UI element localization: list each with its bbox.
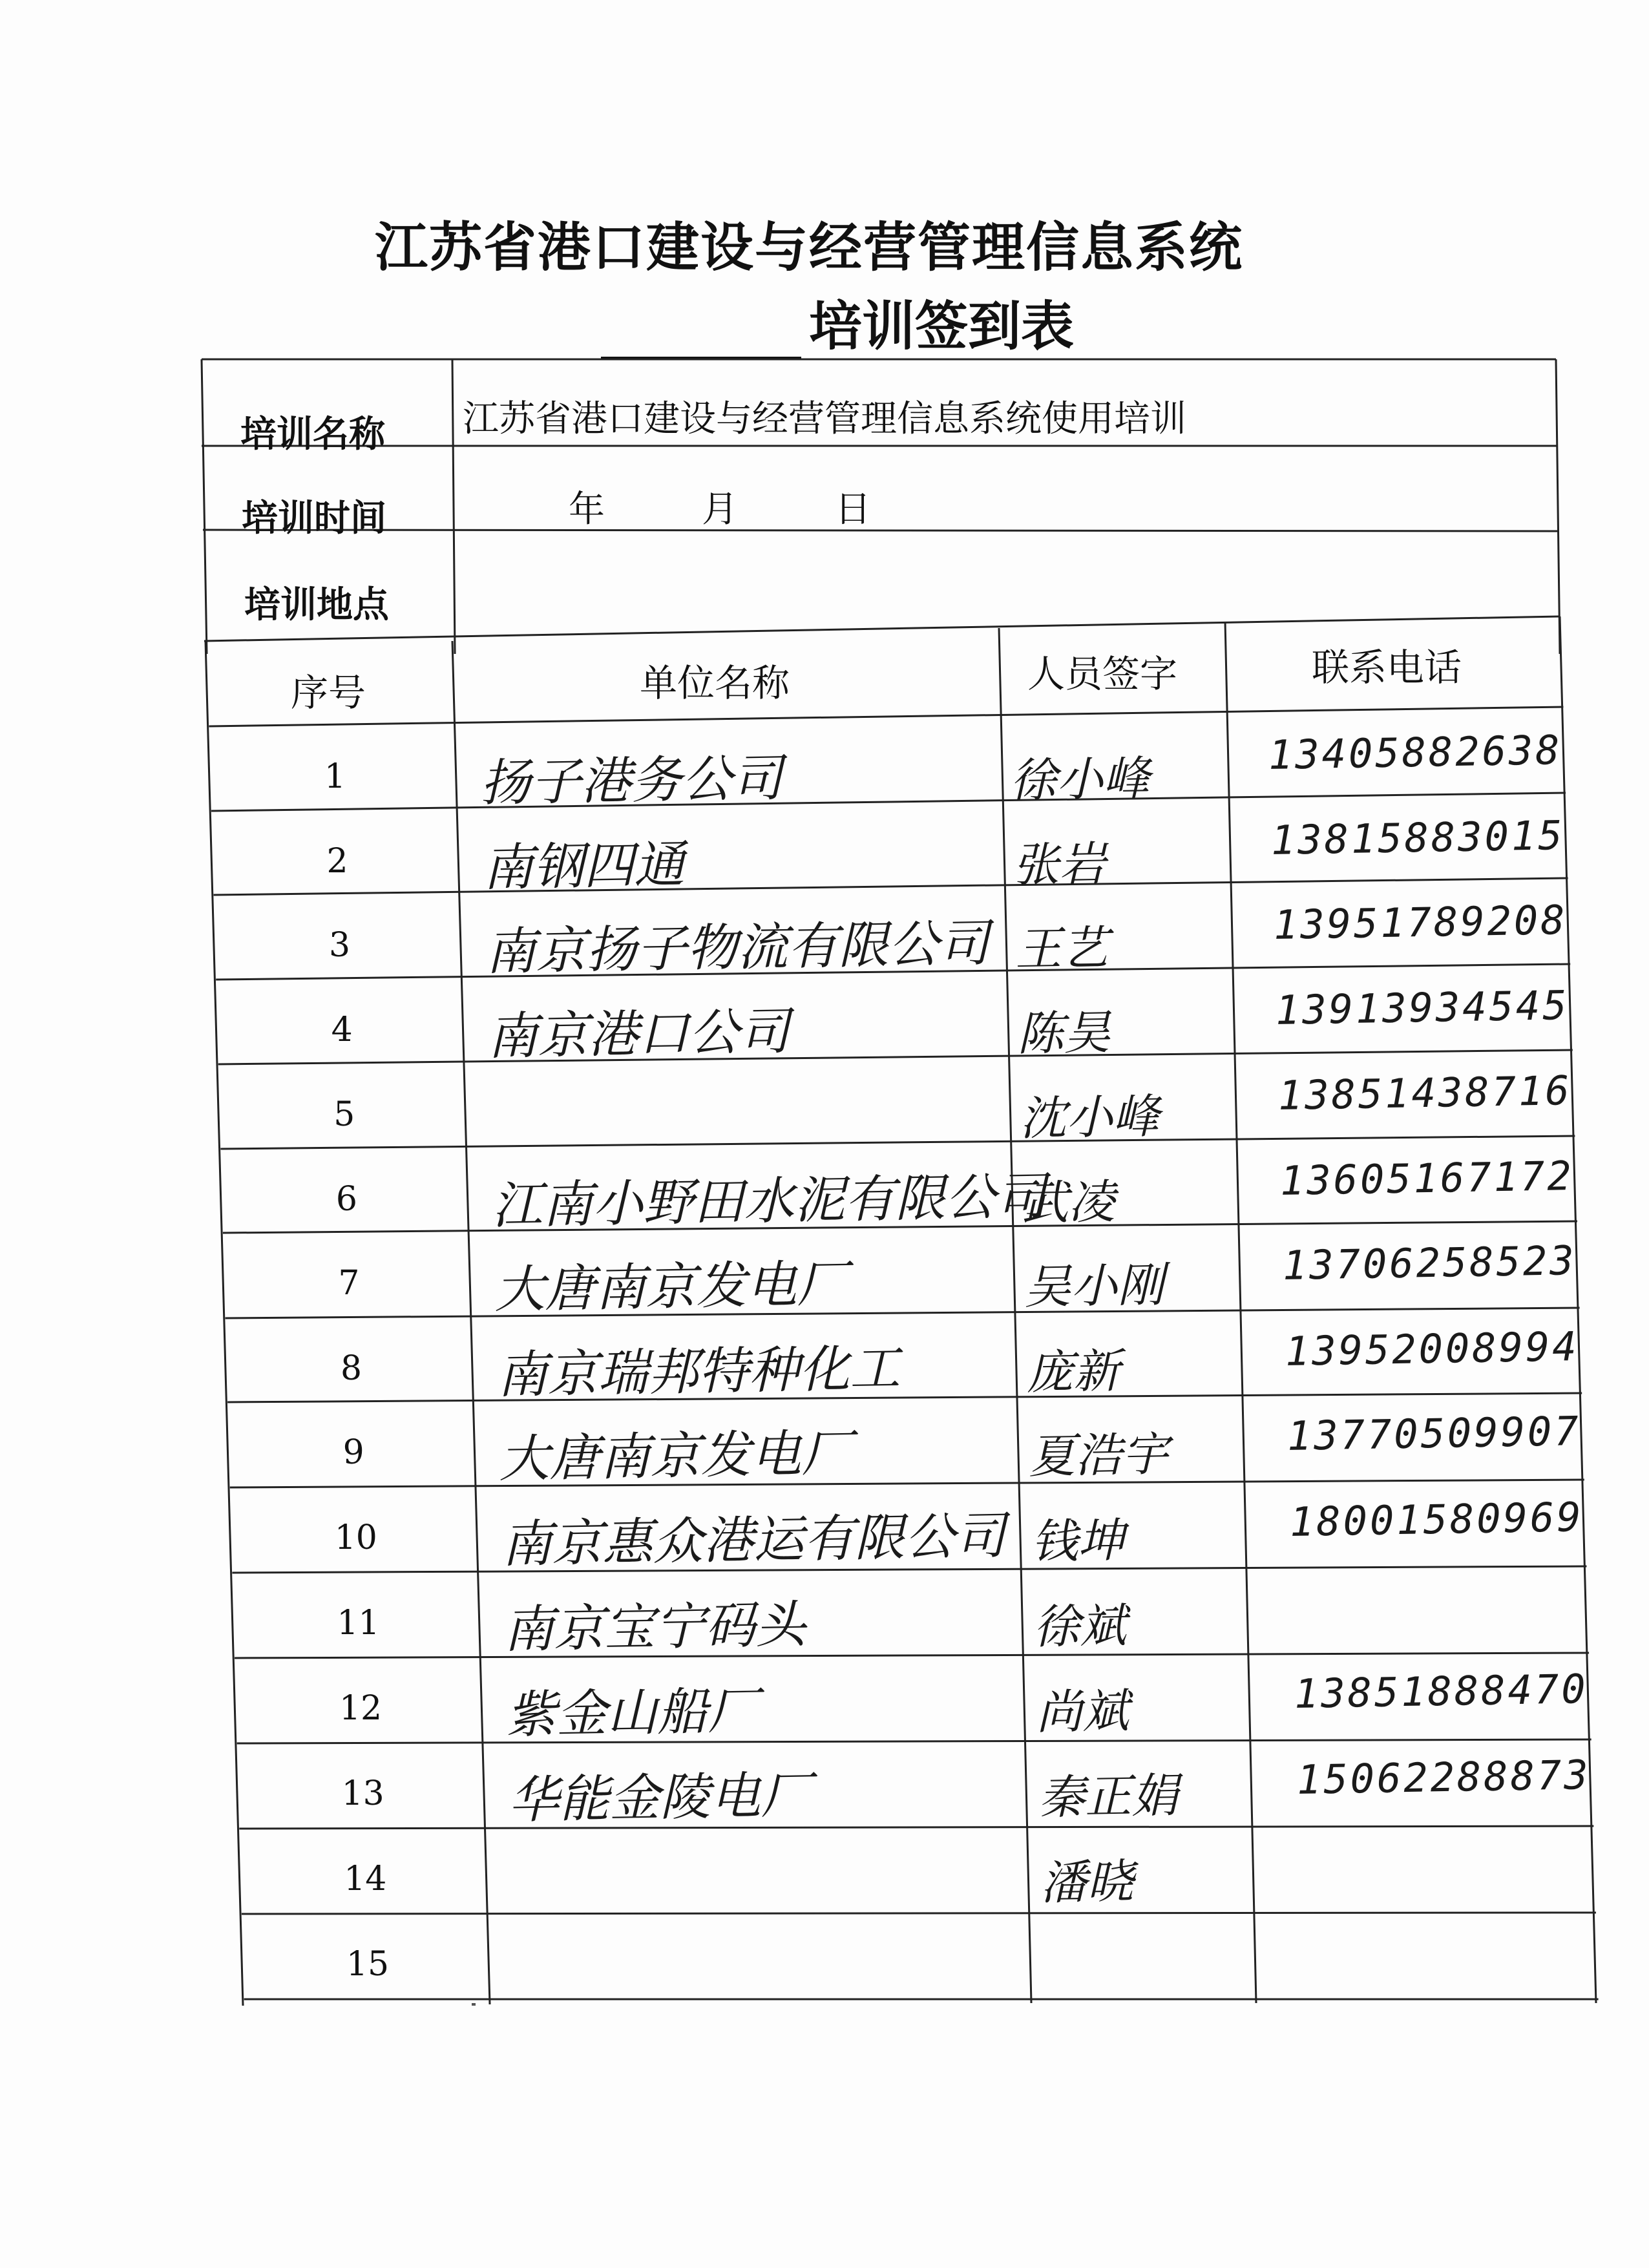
phone-cell[interactable]: 13851438716 xyxy=(1277,1067,1572,1119)
row-number: 6 xyxy=(335,1180,357,1219)
phone-cell[interactable]: 13815883015 xyxy=(1270,812,1566,864)
row-divider xyxy=(230,1480,1584,1487)
signature-cell[interactable]: 沈小峰 xyxy=(1019,1089,1160,1146)
row-divider xyxy=(211,793,1566,811)
unit-name-cell[interactable]: 大唐南京发电厂 xyxy=(498,1424,853,1489)
row-divider xyxy=(214,878,1568,895)
row-number: 7 xyxy=(338,1264,360,1303)
training-time-label: 培训时间 xyxy=(242,498,386,540)
phone-cell[interactable]: 15062288873 xyxy=(1296,1751,1591,1803)
row-number: 10 xyxy=(334,1518,377,1557)
unit-name-cell[interactable]: 南京瑞邦特种化工 xyxy=(496,1339,901,1405)
row-divider xyxy=(218,1050,1573,1064)
phone-cell[interactable]: 13913934545 xyxy=(1275,982,1570,1034)
row-divider xyxy=(226,1308,1580,1318)
document-title: 江苏省港口建设与经营管理信息系统 xyxy=(375,217,1244,278)
signature-cell[interactable]: 庞新 xyxy=(1025,1343,1120,1400)
row-number: 4 xyxy=(331,1011,353,1049)
row-divider xyxy=(242,1913,1596,1914)
training-name-label: 培训名称 xyxy=(240,414,385,456)
phone-cell[interactable]: 13851888470 xyxy=(1294,1665,1589,1717)
unit-name-cell[interactable]: 南京港口公司 xyxy=(487,1002,791,1066)
row-number: 12 xyxy=(339,1689,383,1728)
row-divider xyxy=(220,1136,1575,1149)
unit-name-cell[interactable]: 南京宝宁码头 xyxy=(503,1595,807,1659)
signature-cell[interactable]: 徐小峰 xyxy=(1009,751,1151,808)
unit-name-cell[interactable]: 南京扬子物流有限公司 xyxy=(484,914,990,982)
phone-cell[interactable]: 13605167172 xyxy=(1279,1152,1575,1204)
header-signature: 人员签字 xyxy=(1027,652,1178,696)
signature-cell[interactable]: 陈昊 xyxy=(1016,1005,1111,1061)
signature-cell[interactable]: 秦正娟 xyxy=(1038,1768,1179,1825)
row-number: 11 xyxy=(337,1604,380,1643)
day-unit: 日 xyxy=(835,488,871,530)
row-divider xyxy=(209,707,1563,726)
row-number: 14 xyxy=(344,1860,387,1898)
row-divider xyxy=(227,1393,1582,1402)
signature-cell[interactable]: 吴小刚 xyxy=(1024,1257,1164,1314)
phone-cell[interactable]: 18001580969 xyxy=(1289,1493,1584,1546)
subtitle-text: 培训签到表 xyxy=(809,296,1075,357)
signature-cell[interactable]: 尚斌 xyxy=(1035,1683,1129,1739)
training-name-value: 江苏省港口建设与经营管理信息系统使用培训 xyxy=(463,398,1186,440)
unit-name-cell[interactable]: 南京惠众港运有限公司 xyxy=(501,1507,1006,1574)
row-number: 2 xyxy=(326,842,348,881)
header-phone: 联系电话 xyxy=(1312,646,1462,689)
row-number: 9 xyxy=(342,1433,364,1472)
year-unit: 年 xyxy=(569,488,605,530)
row-divider xyxy=(239,1826,1593,1829)
phone-cell[interactable]: 13951789208 xyxy=(1272,896,1568,949)
unit-name-cell[interactable]: 华能金陵电厂 xyxy=(508,1766,812,1830)
phone-cell[interactable]: 13706258523 xyxy=(1282,1237,1577,1289)
unit-name-cell[interactable]: 紫金山船厂 xyxy=(505,1682,759,1745)
row-number: 1 xyxy=(324,757,346,796)
phone-cell[interactable]: 13952008994 xyxy=(1284,1323,1579,1375)
signature-cell[interactable]: 夏浩宇 xyxy=(1028,1427,1169,1484)
unit-name-cell[interactable]: 南钢四通 xyxy=(482,835,685,898)
signature-cell[interactable]: 徐斌 xyxy=(1033,1598,1128,1654)
phone-cell[interactable]: 13405882638 xyxy=(1268,726,1563,779)
row-divider xyxy=(237,1739,1591,1743)
row-number: 15 xyxy=(346,1945,390,1984)
unit-name-cell[interactable]: 江南小野田水泥有限公司 xyxy=(491,1168,1047,1235)
training-place-label: 培训地点 xyxy=(244,584,389,626)
unit-name-cell[interactable]: 扬子港务公司 xyxy=(479,749,784,813)
signature-cell[interactable]: 张岩 xyxy=(1012,836,1106,892)
header-unit: 单位名称 xyxy=(640,661,790,705)
signature-cell[interactable]: 王艺 xyxy=(1014,920,1109,976)
phone-cell[interactable]: 13770509907 xyxy=(1287,1407,1582,1460)
signature-cell[interactable]: 钱坤 xyxy=(1031,1513,1125,1569)
unit-name-cell[interactable]: 大唐南京发电厂 xyxy=(494,1255,848,1319)
row-number: 13 xyxy=(341,1774,384,1813)
row-number: 8 xyxy=(341,1349,362,1388)
row-number: 3 xyxy=(329,926,351,965)
header-no: 序号 xyxy=(291,671,366,715)
stray-mark xyxy=(472,2003,476,2006)
training-date-field[interactable] xyxy=(569,481,968,532)
signature-cell[interactable]: 武凌 xyxy=(1021,1174,1116,1230)
row-number: 5 xyxy=(333,1095,355,1134)
signature-cell[interactable]: 潘晓 xyxy=(1040,1854,1135,1910)
month-unit: 月 xyxy=(702,488,738,530)
row-divider xyxy=(235,1653,1589,1658)
